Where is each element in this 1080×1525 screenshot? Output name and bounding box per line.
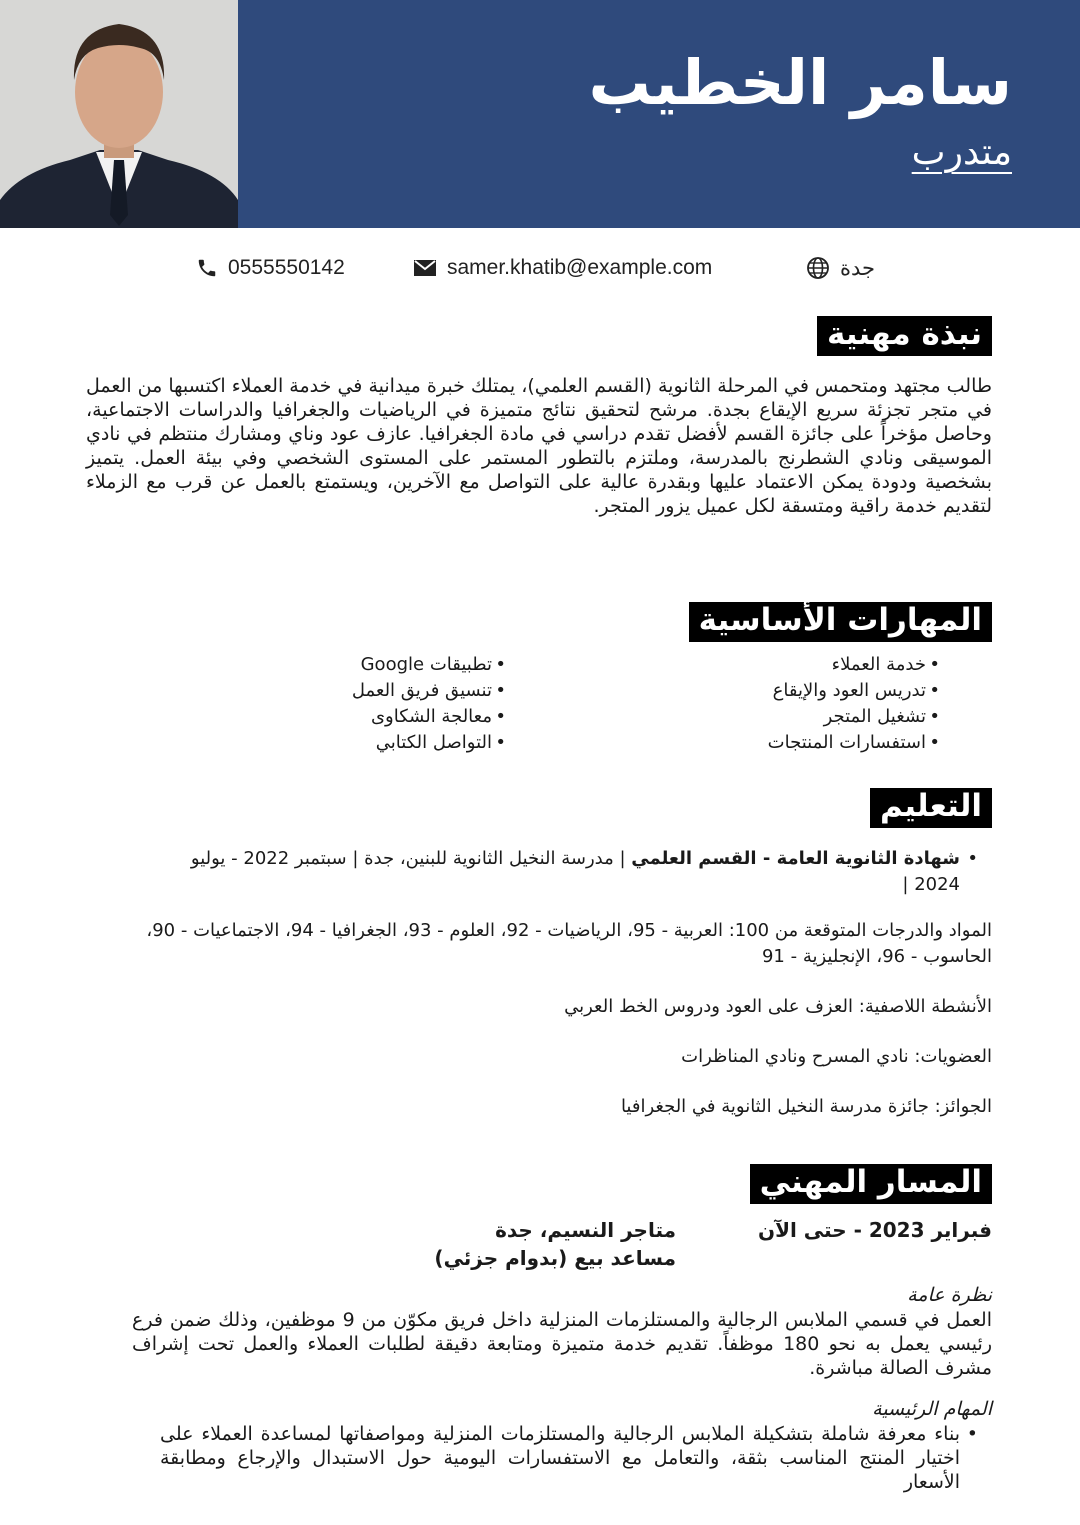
skill-item: • استفسارات المنتجات: [768, 730, 940, 756]
skill-item: • تدريس العود والإيقاع: [768, 678, 940, 704]
career-heading: المسار المهني: [750, 1164, 992, 1204]
skills-list-right: [768, 652, 940, 756]
phone-icon: [196, 257, 218, 279]
skills-heading: المهارات الأساسية: [689, 602, 992, 642]
education-grades: المواد والدرجات المتوقعة من 100: العربية - 95، الرياضيات - 92، العلوم - 93، الجغرافيا - 94، الاجتماعيات - 90، الحاسوب - 96، الإنجليزية - 91: [146, 920, 992, 967]
email-text: samer.khatib@example.com: [447, 256, 713, 279]
candidate-role: متدرب: [911, 132, 1012, 173]
profile-text: طالب مجتهد ومتحمس في المرحلة الثانوية (القسم العلمي)، يمتلك خبرة ميدانية في خدمة العملاء اكتسبها من العمل في متجر تجزئة سريع الإيقاع بجدة. مرشح لتحقيق نتائج متميزة في الرياضيات والجغرافيا والدراسات الاجتماعية، وحاصل مؤخراً على جائزة القسم لأفضل تقدم دراسي في مادة الجغرافيا. عازف عود وناي ومشارك منتظم في نادي الموسيقى ونادي الشطرنج بالمدرسة، وملتزم بالتطور المستمر على المستوى الشخصي وفي بيئة العمل. يتميز بشخصية ودودة يمكن الاعتماد عليها وبقدرة عالية على التواصل مع الآخرين، ويستمتع بالعمل عن قرب مع الزملاء لتقديم خدمة راقية ومتسقة لكل عميل يزور المتجر.: [86, 375, 992, 517]
city-text: جدة: [840, 256, 876, 280]
contact-city: [806, 252, 875, 284]
degree-title: شهادة الثانوية العامة - القسم العلمي: [631, 848, 960, 869]
skill-item: • تنسيق فريق العمل: [352, 678, 506, 704]
phone-text: 0555550142: [228, 256, 345, 279]
skill-item: • معالجة الشكاوى: [352, 704, 506, 730]
person-avatar-icon: [0, 0, 238, 228]
contact-email[interactable]: [413, 252, 712, 284]
education-heading: التعليم: [870, 788, 992, 828]
tasks-label: المهام الرئيسية: [872, 1398, 992, 1420]
degree-details: | مدرسة النخيل الثانوية للبنين، جدة | سبتمبر 2022 - يوليو 2024 |: [190, 848, 960, 895]
profile-photo: [0, 0, 238, 228]
job-title: مساعد بيع (بدوام جزئي): [434, 1246, 676, 1270]
skills-list-left: [352, 652, 506, 756]
globe-icon: [806, 256, 830, 280]
education-entry: [160, 846, 960, 898]
skill-item: • تشغيل المتجر: [768, 704, 940, 730]
education-memberships: العضويات: نادي المسرح ونادي المناظرات: [681, 1046, 992, 1067]
education-awards: الجوائز: جائزة مدرسة النخيل الثانوية في الجغرافيا: [620, 1096, 992, 1117]
skill-item: • خدمة العملاء: [768, 652, 940, 678]
profile-heading: نبذة مهنية: [817, 316, 992, 356]
job-date: فبراير 2023 - حتى الآن: [758, 1218, 992, 1242]
task-item: • بناء معرفة شاملة بتشكيلة الملابس الرجالية والمستلزمات المنزلية ومواصفاتها لمساعدة العملاء على اختيار المنتج المناسب بثقة، والتعامل مع الاستفسارات اليومية حول الاستبدال والإرجاع ومطابقة الأسعار: [160, 1422, 960, 1494]
header-banner: [0, 0, 1080, 228]
envelope-icon: [413, 259, 437, 277]
overview-label: نظرة عامة: [907, 1284, 992, 1306]
skill-item: • تطبيقات Google: [352, 652, 506, 678]
overview-text: العمل في قسمي الملابس الرجالية والمستلزمات المنزلية داخل فريق مكوّن من 9 موظفين، وذلك ضمن فرع رئيسي يعمل به نحو 180 موظفاً. تقديم خدمة متميزة ومتابعة دقيقة لطلبات العملاء والعمل تحت إشراف مشرف الصالة مباشرة.: [132, 1309, 993, 1379]
skill-item: • التواصل الكتابي: [352, 730, 506, 756]
contact-phone[interactable]: [196, 252, 345, 284]
education-activities: الأنشطة اللاصفية: العزف على العود ودروس الخط العربي: [564, 996, 992, 1017]
candidate-name: سامر الخطيب: [588, 46, 1012, 119]
job-company: متاجر النسيم، جدة: [495, 1218, 676, 1242]
